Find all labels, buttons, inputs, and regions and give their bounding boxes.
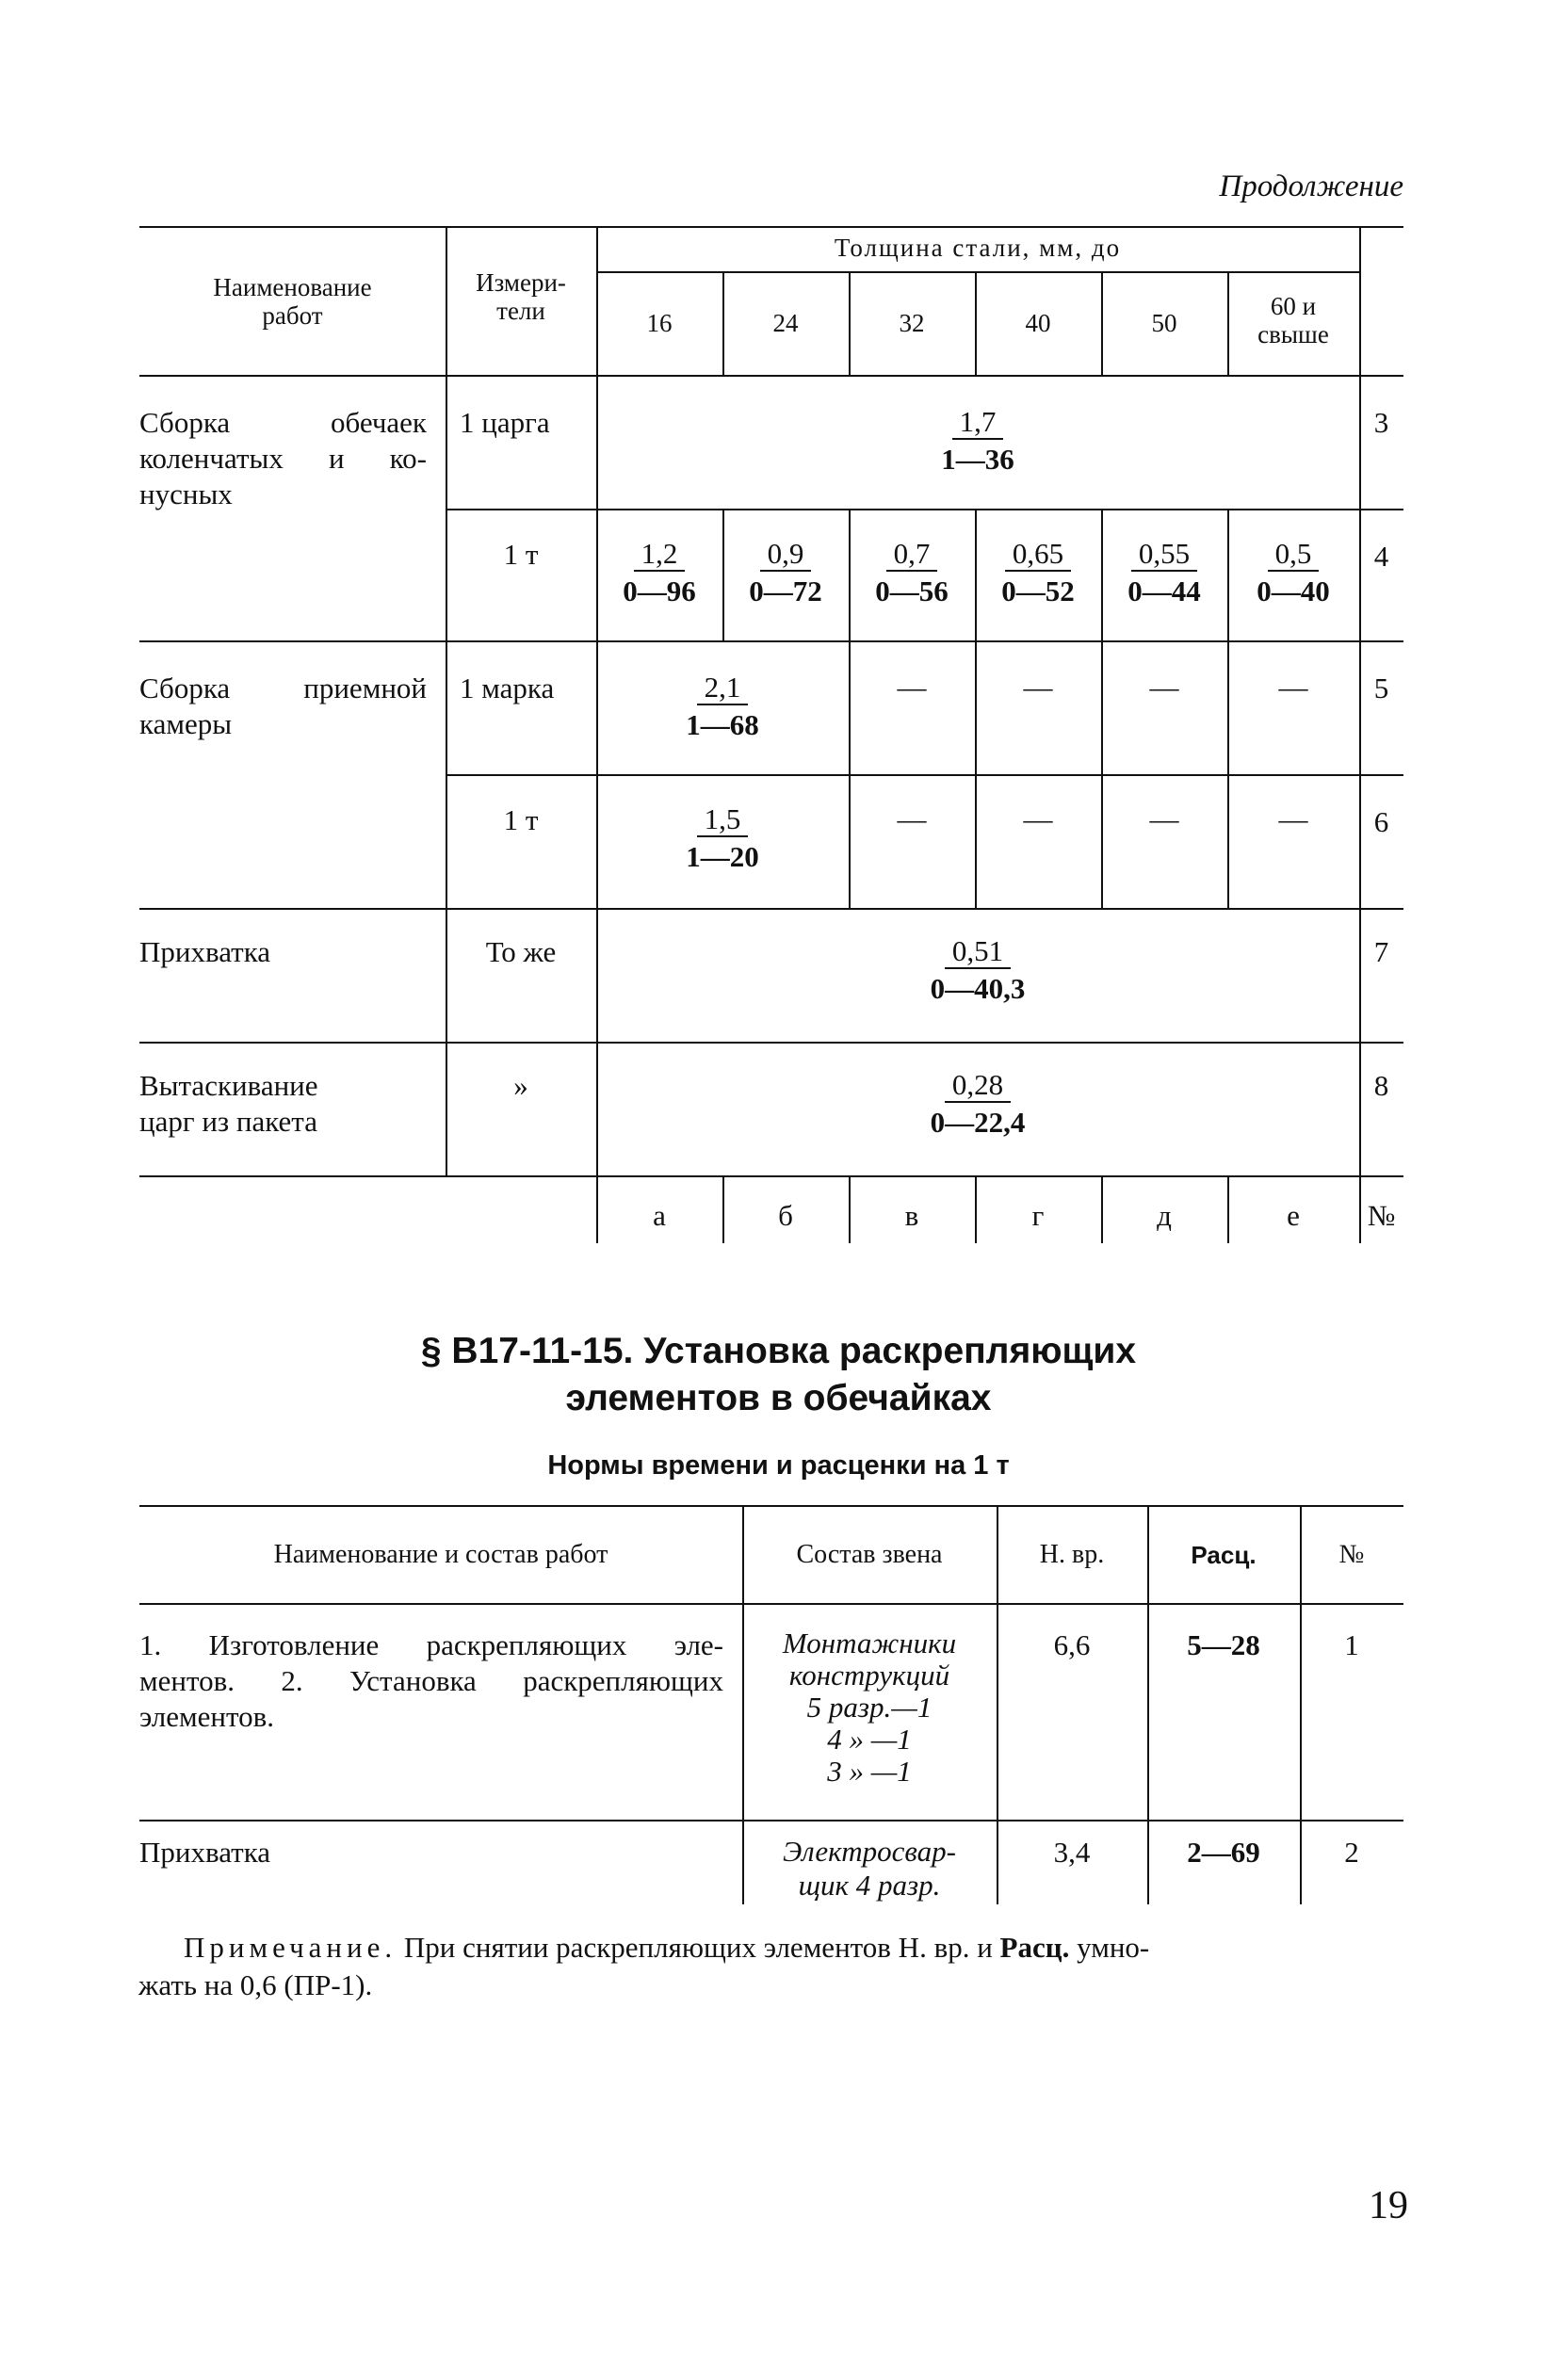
row1-number: 1 (1344, 1628, 1359, 1661)
continuation-label: Продолжение (1219, 170, 1403, 203)
row3-unit: 1 марка (460, 672, 555, 704)
row4-unit: 1 т (503, 803, 539, 836)
row2-work-name: Прихватка (139, 1836, 271, 1869)
rule (446, 509, 1403, 510)
header-crew: Состав звена (796, 1540, 943, 1569)
page-number: 19 (1369, 2184, 1408, 2227)
rule (446, 774, 1403, 776)
row2-number: 2 (1344, 1836, 1359, 1869)
row4-dash: — (1278, 802, 1308, 835)
section-title: § В17-11-15. Установка раскрепляющих элементов в обечайках (420, 1331, 1137, 1418)
footer-letter-a: а (653, 1199, 666, 1232)
row1-crew: Монтажники конструкций 5 разр.—1 4 » —1 3 » —1 (782, 1627, 957, 1788)
header-name: Наименование работ (213, 273, 372, 330)
row2-crew: Электросвар- щик 4 разр. (783, 1835, 956, 1902)
footer-letter-b: б (778, 1199, 793, 1232)
row3-name: Сборка приемной камеры (139, 672, 427, 740)
row4-number: 6 (1373, 805, 1389, 838)
footer-number-sign: № (1367, 1199, 1396, 1232)
header-thickness-16: 16 (646, 309, 673, 337)
rule (139, 1505, 1403, 1507)
row2-value-24: $\frac{0,9}{0—72}$ (749, 537, 822, 607)
row5-unit: То же (485, 935, 557, 968)
row6-unit: » (513, 1069, 528, 1102)
header-thickness-50: 50 (1151, 309, 1177, 337)
row1-name: Сборка обечаек коленчатых и ко- нусных (139, 406, 427, 510)
note-bold-word: Расц. (999, 1931, 1070, 1964)
footer-letter-e: е (1287, 1199, 1300, 1232)
row3-dash: — (1278, 671, 1308, 704)
row2-number: 4 (1373, 540, 1389, 573)
row2-value-16: $\frac{1,2}{0—96}$ (623, 537, 696, 607)
row3-value: $\frac{2,1}{1—68}$ (686, 671, 759, 741)
row1-norm-time: 6,6 (1053, 1628, 1091, 1661)
row1-rate: 5—28 (1187, 1628, 1260, 1661)
row2-value-60plus: $\frac{0,5}{0—40}$ (1257, 537, 1330, 607)
row6-value: $\frac{0,28}{0—22,4}$ (930, 1068, 1026, 1139)
row1-unit: 1 царга (460, 406, 550, 439)
rule (139, 908, 1403, 910)
header-thickness-32: 32 (899, 309, 925, 337)
rule (446, 226, 447, 1175)
row2-value-40: $\frac{0,65}{0—52}$ (1001, 537, 1075, 607)
note-text: При снятии раскрепляющих элементов Н. вр. и (397, 1931, 1000, 1964)
rule (596, 271, 1359, 273)
row6-name: Вытаскивание царг из пакета (139, 1069, 318, 1138)
header-rate: Расц. (1191, 1541, 1257, 1569)
note-text-end: умно- (1069, 1931, 1150, 1964)
row3-number: 5 (1373, 672, 1389, 704)
row4-dash: — (1149, 802, 1179, 835)
row6-number: 8 (1373, 1069, 1389, 1102)
row5-value: $\frac{0,51}{0—40,3}$ (930, 934, 1026, 1005)
row5-name: Прихватка (139, 935, 271, 968)
row2-unit: 1 т (503, 538, 539, 571)
header-thickness-40: 40 (1025, 309, 1051, 337)
norms-rates-table (139, 1505, 1403, 1910)
row4-value: $\frac{1,5}{1—20}$ (686, 802, 759, 873)
row3-dash: — (1023, 671, 1053, 704)
thickness-norms-table (139, 226, 1403, 1243)
footer-letter-v: в (904, 1199, 919, 1232)
row2-rate: 2—69 (1187, 1836, 1260, 1869)
rule (139, 226, 1403, 228)
header-units: Измери- тели (476, 268, 566, 325)
rule (139, 1042, 1403, 1044)
row2-value-50: $\frac{0,55}{0—44}$ (1127, 537, 1201, 607)
row1-work-name: 1. Изготовление раскрепляющих эле- ментов. 2. Установка раскрепляющих элементов. (139, 1628, 723, 1733)
row3-dash: — (897, 671, 927, 704)
header-number: № (1338, 1540, 1365, 1569)
note-line2: жать на 0,6 (ПР-1). (138, 1968, 373, 2001)
rule (139, 1175, 1403, 1177)
rule (139, 1603, 1403, 1605)
row5-number: 7 (1373, 935, 1389, 968)
footer-letter-g: г (1031, 1199, 1045, 1232)
section-subtitle: Нормы времени и расценки на 1 т (547, 1450, 1010, 1481)
rule (139, 640, 1403, 642)
rule (139, 375, 1403, 377)
rule (139, 1820, 1403, 1821)
row3-dash: — (1149, 671, 1179, 704)
header-norm-time: Н. вр. (1039, 1540, 1105, 1569)
row4-dash: — (897, 802, 927, 835)
header-work-name: Наименование и состав работ (273, 1540, 608, 1569)
footnote (138, 1929, 1408, 2004)
row2-norm-time: 3,4 (1053, 1836, 1091, 1869)
header-thickness-title: Толщина стали, мм, до (834, 234, 1122, 262)
note-label: Примечание. (184, 1931, 397, 1964)
footer-letter-d: д (1157, 1199, 1172, 1232)
header-thickness-60plus: 60 и свыше (1257, 292, 1329, 348)
row1-number: 3 (1373, 406, 1389, 439)
row2-value-32: $\frac{0,7}{0—56}$ (875, 537, 949, 607)
row1-value: $\frac{1,7}{1—36}$ (941, 405, 1014, 476)
row4-dash: — (1023, 802, 1053, 835)
header-thickness-24: 24 (772, 309, 799, 337)
